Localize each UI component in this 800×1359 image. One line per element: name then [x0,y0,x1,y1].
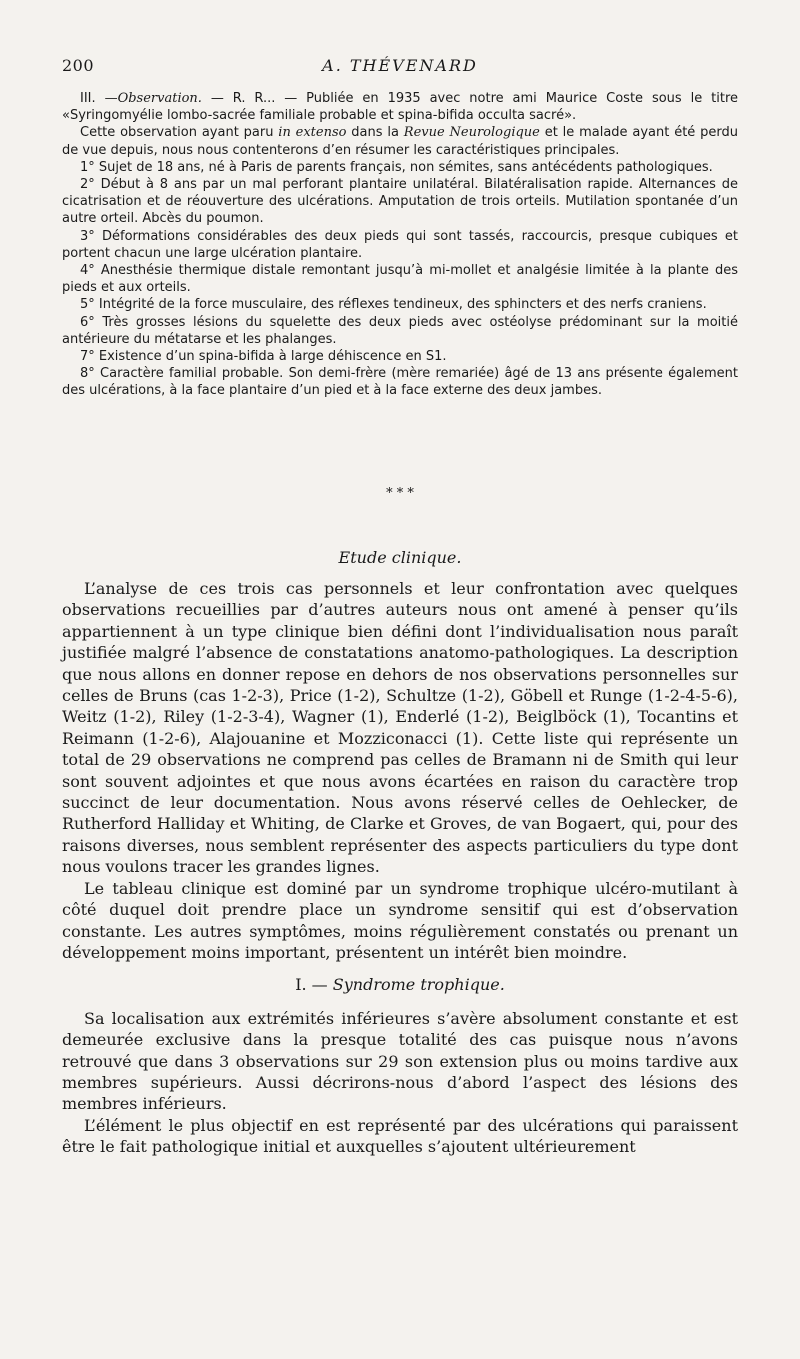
observation-item: 7° Existence d’un spina-bifida à large déhiscence en S1. [80,349,447,365]
summary-text-3: et le malade ayant été perdu de vue depuis, nous nous contenterons d’en résumer les caractéristiques principales. [62,125,738,158]
body-paragraph: L’analyse de ces trois cas personnels et leur confrontation avec quelques observations recueillies par d’autres auteurs nous ont amené à penser qu’ils appartiennent à un type clinique bien défini dont l’individualisation nous paraît justifiée malgré l’absence de constatations anatomo-pathologiques. La description que nous allons en donner repose en dehors de nos observations personnelles sur celles de Bruns (cas 1-2-3), Price (1-2), Schultze (1-2), Göbell et Runge (1-2-4-5-6), Weitz (1-2), Riley (1-2-3-4), Wagner (1), Enderlé (1-2), Beiglböck (1), Tocantins et Reimann (1-2-6), Alajouanine et Mozziconacci (1). Cette liste qui représente un total de 29 observations ne comprend pas celles de Bramann ni de Smith qui leur sont souvent adjointes et que nous avons écartées en raison du caractère trop succinct de leur documentation. Nous avons réservé celles de Oehlecker, de Rutherford Halliday et Whiting, de Clarke et Groves, de van Bogaert, qui, pour des raisons diverses, nous semblent représenter des aspects particuliers du type dont nous voulons tracer les grandes lignes. [62,579,738,877]
observation-block [62,90,738,400]
observation-intro-text: — R. R... — Publiée en 1935 avec notre ami Maurice Coste sous le titre «Syringomyélie lombo-sacrée familiale probable et spina-bifida occulta sacré». [62,91,738,124]
subheading-number: I. — [295,975,328,995]
observation-item: 1° Sujet de 18 ans, né à Paris de parents français, non sémites, sans antécédents pathologiques. [80,159,713,175]
page-header [62,56,738,82]
summary-italic-1: in extenso [278,125,347,141]
observation-title: —Observation. [104,91,202,106]
body-paragraph: L’élément le plus objectif en est représenté par des ulcérations qui paraissent être le fait pathologique initial et auxquelles s’ajoutent ultérieurement [62,1115,738,1157]
observation-summary [62,124,738,158]
section-title: Etude clinique. [338,548,462,567]
observation-item: 4° Anesthésie thermique distale remontant jusqu’à mi-mollet et analgésie limitée à la plante des pieds et aux orteils. [62,263,738,296]
running-head: A. THÉVENARD [322,56,478,75]
body-paragraph: Le tableau clinique est dominé par un syndrome trophique ulcéro-mutilant à côté duquel doit prendre place un syndrome sensitif qui est d’observation constante. Les autres symptômes, moins régulièrement constatés ou prenant un développement moins important, présentent un intérêt bien moindre. [62,878,738,962]
observation-item: 3° Déformations considérables des deux pieds qui sont tassés, raccourcis, presque cubiques et portent chacun une large ulcération plantaire. [62,228,738,261]
observation-label: III. [80,91,96,106]
page-number: 200 [62,56,95,75]
observation-intro [62,90,738,124]
subheading [62,974,738,995]
subheading-title: Syndrome trophique. [332,975,505,995]
observation-item: 6° Très grosses lésions du squelette des deux pieds avec ostéolyse prédominant sur la moitié antérieure du métatarse et les phalanges. [62,314,738,347]
summary-text-2: dans la [346,125,404,141]
section-separator: * * * [386,486,414,501]
observation-item: 8° Caractère familial probable. Son demi-frère (mère remariée) âgé de 13 ans présente également des ulcérations, à la face plantaire d’un pied et à la face externe des deux jambes. [62,366,738,399]
summary-italic-2: Revue Neurologique [403,125,540,141]
summary-text-1: Cette observation ayant paru [80,125,279,141]
body-paragraph: Sa localisation aux extrémités inférieures s’avère absolument constante et est demeurée exclusive dans la presque totalité des cas puisque nous n’avons retrouvé que dans 3 observations sur 29 son extension plus ou moins tardive aux membres supérieurs. Aussi décrirons-nous d’abord l’aspect des lésions des membres inférieurs. [62,1008,738,1114]
clinical-study-body [62,578,738,1158]
observation-item: 2° Début à 8 ans par un mal perforant plantaire unilatéral. Bilatéralisation rapide. Alternances de cicatrisation et de réouverture des ulcérations. Amputation de trois orteils. Mutilation spontanée d’un autre orteil. Abcès du poumon. [62,177,738,227]
observation-item: 5° Intégrité de la force musculaire, des réflexes tendineux, des sphincters et des nerfs craniens. [80,297,707,313]
